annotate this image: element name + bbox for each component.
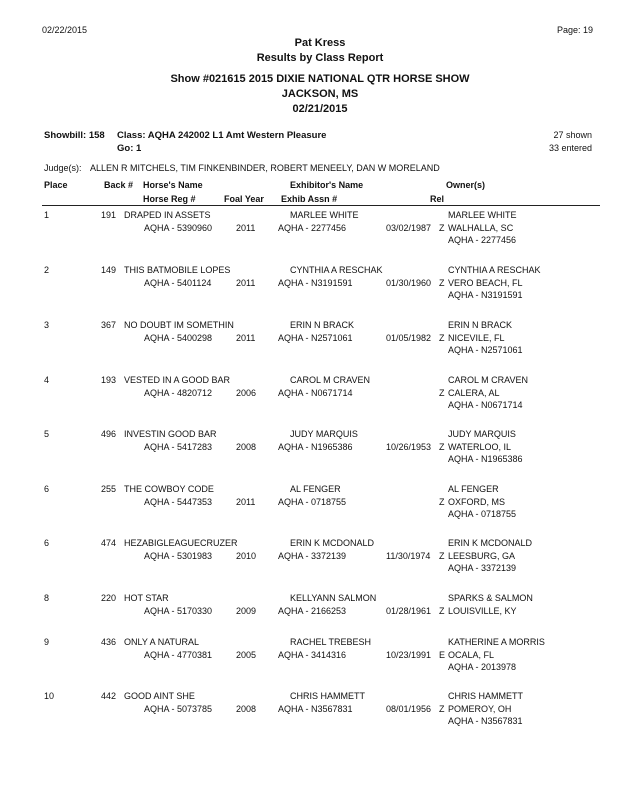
row-horse-reg: AQHA - 5417283 [144, 442, 213, 452]
row-owner-assn: AQHA - N2571061 [448, 345, 523, 355]
row-exhib-assn: AQHA - 0718755 [278, 497, 347, 507]
row-horse-reg: AQHA - 5447353 [144, 497, 213, 507]
col-rel: Rel [430, 194, 445, 204]
row-place: 10 [44, 691, 55, 701]
show-date: 02/21/2015 [292, 103, 348, 115]
row-owner-city: POMEROY, OH [448, 704, 512, 714]
row-horse-name: HOT STAR [124, 593, 169, 603]
row-horse-name: GOOD AINT SHE [124, 691, 195, 701]
row-owner-city: CALERA, AL [448, 388, 500, 398]
row-owner-name: ERIN N BRACK [448, 320, 513, 330]
entered-count: 33 entered [548, 143, 592, 153]
row-back-number: 191 [100, 210, 116, 220]
row-owner-name: CAROL M CRAVEN [448, 375, 529, 385]
row-exhib-assn: AQHA - 3372139 [278, 551, 347, 561]
table-row [0, 593, 640, 641]
row-birth-date: 01/28/1961 [386, 606, 432, 616]
table-row [0, 265, 640, 313]
row-back-number: 474 [100, 538, 116, 548]
row-back-number: 367 [100, 320, 116, 330]
row-exhibitor-name: CYNTHIA A RESCHAK [290, 265, 383, 275]
row-owner-city: LEESBURG, GA [448, 551, 516, 561]
row-back-number: 255 [100, 484, 116, 494]
row-exhibitor-name: KELLYANN SALMON [290, 593, 377, 603]
row-place: 2 [44, 265, 50, 275]
row-owner-assn: AQHA - N3567831 [448, 716, 523, 726]
row-exhib-assn: AQHA - N3191591 [278, 278, 353, 288]
row-back-number: 220 [100, 593, 116, 603]
row-owner-name: AL FENGER [448, 484, 499, 494]
row-owner-name: MARLEE WHITE [448, 210, 517, 220]
table-row [0, 538, 640, 586]
col-horse-name: Horse's Name [143, 180, 203, 190]
row-foal-year: 2005 [236, 650, 257, 660]
col-owner: Owner(s) [446, 180, 486, 190]
row-horse-name: THIS BATMOBILE LOPES [124, 265, 231, 275]
row-foal-year: 2011 [236, 497, 256, 507]
col-exhib-assn: Exhib Assn # [281, 194, 338, 204]
row-rel-code: Z [439, 333, 445, 343]
row-place: 4 [44, 375, 50, 385]
row-place: 8 [44, 593, 50, 603]
table-row [0, 320, 640, 368]
row-exhibitor-name: RACHEL TREBESH [290, 637, 372, 647]
row-place: 1 [44, 210, 50, 220]
row-rel-code: Z [439, 388, 445, 398]
row-exhib-assn: AQHA - 2166253 [278, 606, 347, 616]
row-horse-reg: AQHA - 4820712 [144, 388, 213, 398]
row-owner-city: LOUISVILLE, KY [448, 606, 517, 616]
row-owner-city: WATERLOO, IL [448, 442, 512, 452]
judges-list: ALLEN R MITCHELS, TIM FINKENBINDER, ROBERT MENEELY, DAN W MORELAND [90, 163, 440, 173]
row-horse-reg: AQHA - 5301983 [144, 551, 213, 561]
row-owner-assn: AQHA - 2013978 [448, 662, 517, 672]
row-rel-code: Z [439, 497, 445, 507]
row-exhibitor-name: JUDY MARQUIS [290, 429, 358, 439]
row-rel-code: Z [439, 704, 445, 714]
row-owner-city: NICEVILE, FL [448, 333, 505, 343]
report-title: Results by Class Report [256, 52, 384, 64]
row-rel-code: E [439, 650, 446, 660]
report-author: Pat Kress [294, 37, 346, 49]
row-exhib-assn: AQHA - N1965386 [278, 442, 353, 452]
row-rel-code: Z [439, 278, 445, 288]
row-owner-name: KATHERINE A MORRIS [448, 637, 545, 647]
row-exhibitor-name: ERIN K MCDONALD [290, 538, 375, 548]
row-rel-code: Z [439, 223, 445, 233]
table-row [0, 375, 640, 423]
row-owner-city: WALHALLA, SC [448, 223, 514, 233]
row-back-number: 193 [100, 375, 116, 385]
row-place: 3 [44, 320, 50, 330]
row-horse-name: THE COWBOY CODE [124, 484, 214, 494]
table-row [0, 429, 640, 477]
row-owner-assn: AQHA - N0671714 [448, 400, 523, 410]
row-horse-reg: AQHA - 4770381 [144, 650, 213, 660]
row-exhibitor-name: CAROL M CRAVEN [290, 375, 371, 385]
row-owner-assn: AQHA - N1965386 [448, 454, 523, 464]
row-place: 6 [44, 538, 50, 548]
table-row [0, 210, 640, 258]
row-birth-date: 01/05/1982 [386, 333, 432, 343]
row-exhib-assn: AQHA - 3414316 [278, 650, 347, 660]
table-row [0, 637, 640, 685]
show-city: JACKSON, MS [281, 88, 359, 100]
row-owner-assn: AQHA - 2277456 [448, 235, 517, 245]
col-exhibitor-name: Exhibitor's Name [290, 180, 364, 190]
row-owner-city: OCALA, FL [448, 650, 495, 660]
row-foal-year: 2008 [236, 704, 257, 714]
row-horse-name: VESTED IN A GOOD BAR [124, 375, 231, 385]
row-exhibitor-name: MARLEE WHITE [290, 210, 359, 220]
row-birth-date: 03/02/1987 [386, 223, 432, 233]
row-owner-name: JUDY MARQUIS [448, 429, 516, 439]
row-horse-name: NO DOUBT IM SOMETHIN [124, 320, 234, 330]
row-exhib-assn: AQHA - N2571061 [278, 333, 353, 343]
print-date: 02/22/2015 [42, 25, 88, 35]
row-rel-code: Z [439, 606, 445, 616]
row-owner-city: VERO BEACH, FL [448, 278, 523, 288]
col-foal-year: Foal Year [224, 194, 264, 204]
row-birth-date: 08/01/1956 [386, 704, 432, 714]
row-exhibitor-name: AL FENGER [290, 484, 341, 494]
col-place: Place [44, 180, 68, 190]
table-row [0, 484, 640, 532]
row-place: 5 [44, 429, 50, 439]
go-number: Go: 1 [117, 143, 142, 154]
row-foal-year: 2008 [236, 442, 257, 452]
row-owner-assn: AQHA - 0718755 [448, 509, 517, 519]
row-horse-reg: AQHA - 5073785 [144, 704, 213, 714]
row-exhibitor-name: CHRIS HAMMETT [290, 691, 365, 701]
row-horse-name: DRAPED IN ASSETS [124, 210, 211, 220]
row-horse-name: INVESTIN GOOD BAR [124, 429, 217, 439]
row-rel-code: Z [439, 551, 445, 561]
row-owner-name: CHRIS HAMMETT [448, 691, 523, 701]
row-birth-date: 10/23/1991 [386, 650, 432, 660]
row-owner-assn: AQHA - N3191591 [448, 290, 523, 300]
row-place: 9 [44, 637, 50, 647]
row-horse-reg: AQHA - 5401124 [144, 278, 212, 288]
row-horse-reg: AQHA - 5400298 [144, 333, 213, 343]
row-horse-reg: AQHA - 5390960 [144, 223, 213, 233]
row-exhib-assn: AQHA - N3567831 [278, 704, 353, 714]
row-foal-year: 2010 [236, 551, 257, 561]
show-title: Show #021615 2015 DIXIE NATIONAL QTR HORSE SHOW [170, 73, 470, 85]
col-horse-reg: Horse Reg # [143, 194, 196, 204]
row-foal-year: 2006 [236, 388, 257, 398]
row-owner-city: OXFORD, MS [448, 497, 506, 507]
row-foal-year: 2011 [236, 223, 256, 233]
showbill-number: Showbill: 158 [44, 130, 105, 141]
row-horse-reg: AQHA - 5170330 [144, 606, 213, 616]
row-horse-name: HEZABIGLEAGUECRUZER [124, 538, 238, 548]
col-back: Back # [104, 180, 134, 190]
row-foal-year: 2009 [236, 606, 257, 616]
row-back-number: 149 [100, 265, 116, 275]
page-number: Page: 19 [556, 25, 593, 35]
shown-count: 27 shown [553, 130, 592, 140]
table-row [0, 691, 640, 739]
row-horse-name: ONLY A NATURAL [124, 637, 200, 647]
row-birth-date: 01/30/1960 [386, 278, 432, 288]
row-owner-name: ERIN K MCDONALD [448, 538, 533, 548]
judges-label: Judge(s): [44, 163, 82, 173]
class-name: Class: AQHA 242002 L1 Amt Western Pleasure [117, 130, 327, 141]
row-place: 6 [44, 484, 50, 494]
row-back-number: 496 [100, 429, 116, 439]
row-back-number: 436 [100, 637, 116, 647]
row-birth-date: 10/26/1953 [386, 442, 432, 452]
row-exhibitor-name: ERIN N BRACK [290, 320, 355, 330]
row-exhib-assn: AQHA - 2277456 [278, 223, 347, 233]
header-divider [42, 205, 600, 206]
row-foal-year: 2011 [236, 278, 256, 288]
row-foal-year: 2011 [236, 333, 256, 343]
row-owner-assn: AQHA - 3372139 [448, 563, 517, 573]
row-exhib-assn: AQHA - N0671714 [278, 388, 353, 398]
row-owner-name: CYNTHIA A RESCHAK [448, 265, 541, 275]
row-rel-code: Z [439, 442, 445, 452]
row-back-number: 442 [100, 691, 116, 701]
row-owner-name: SPARKS & SALMON [448, 593, 533, 603]
row-birth-date: 11/30/1974 [386, 551, 431, 561]
